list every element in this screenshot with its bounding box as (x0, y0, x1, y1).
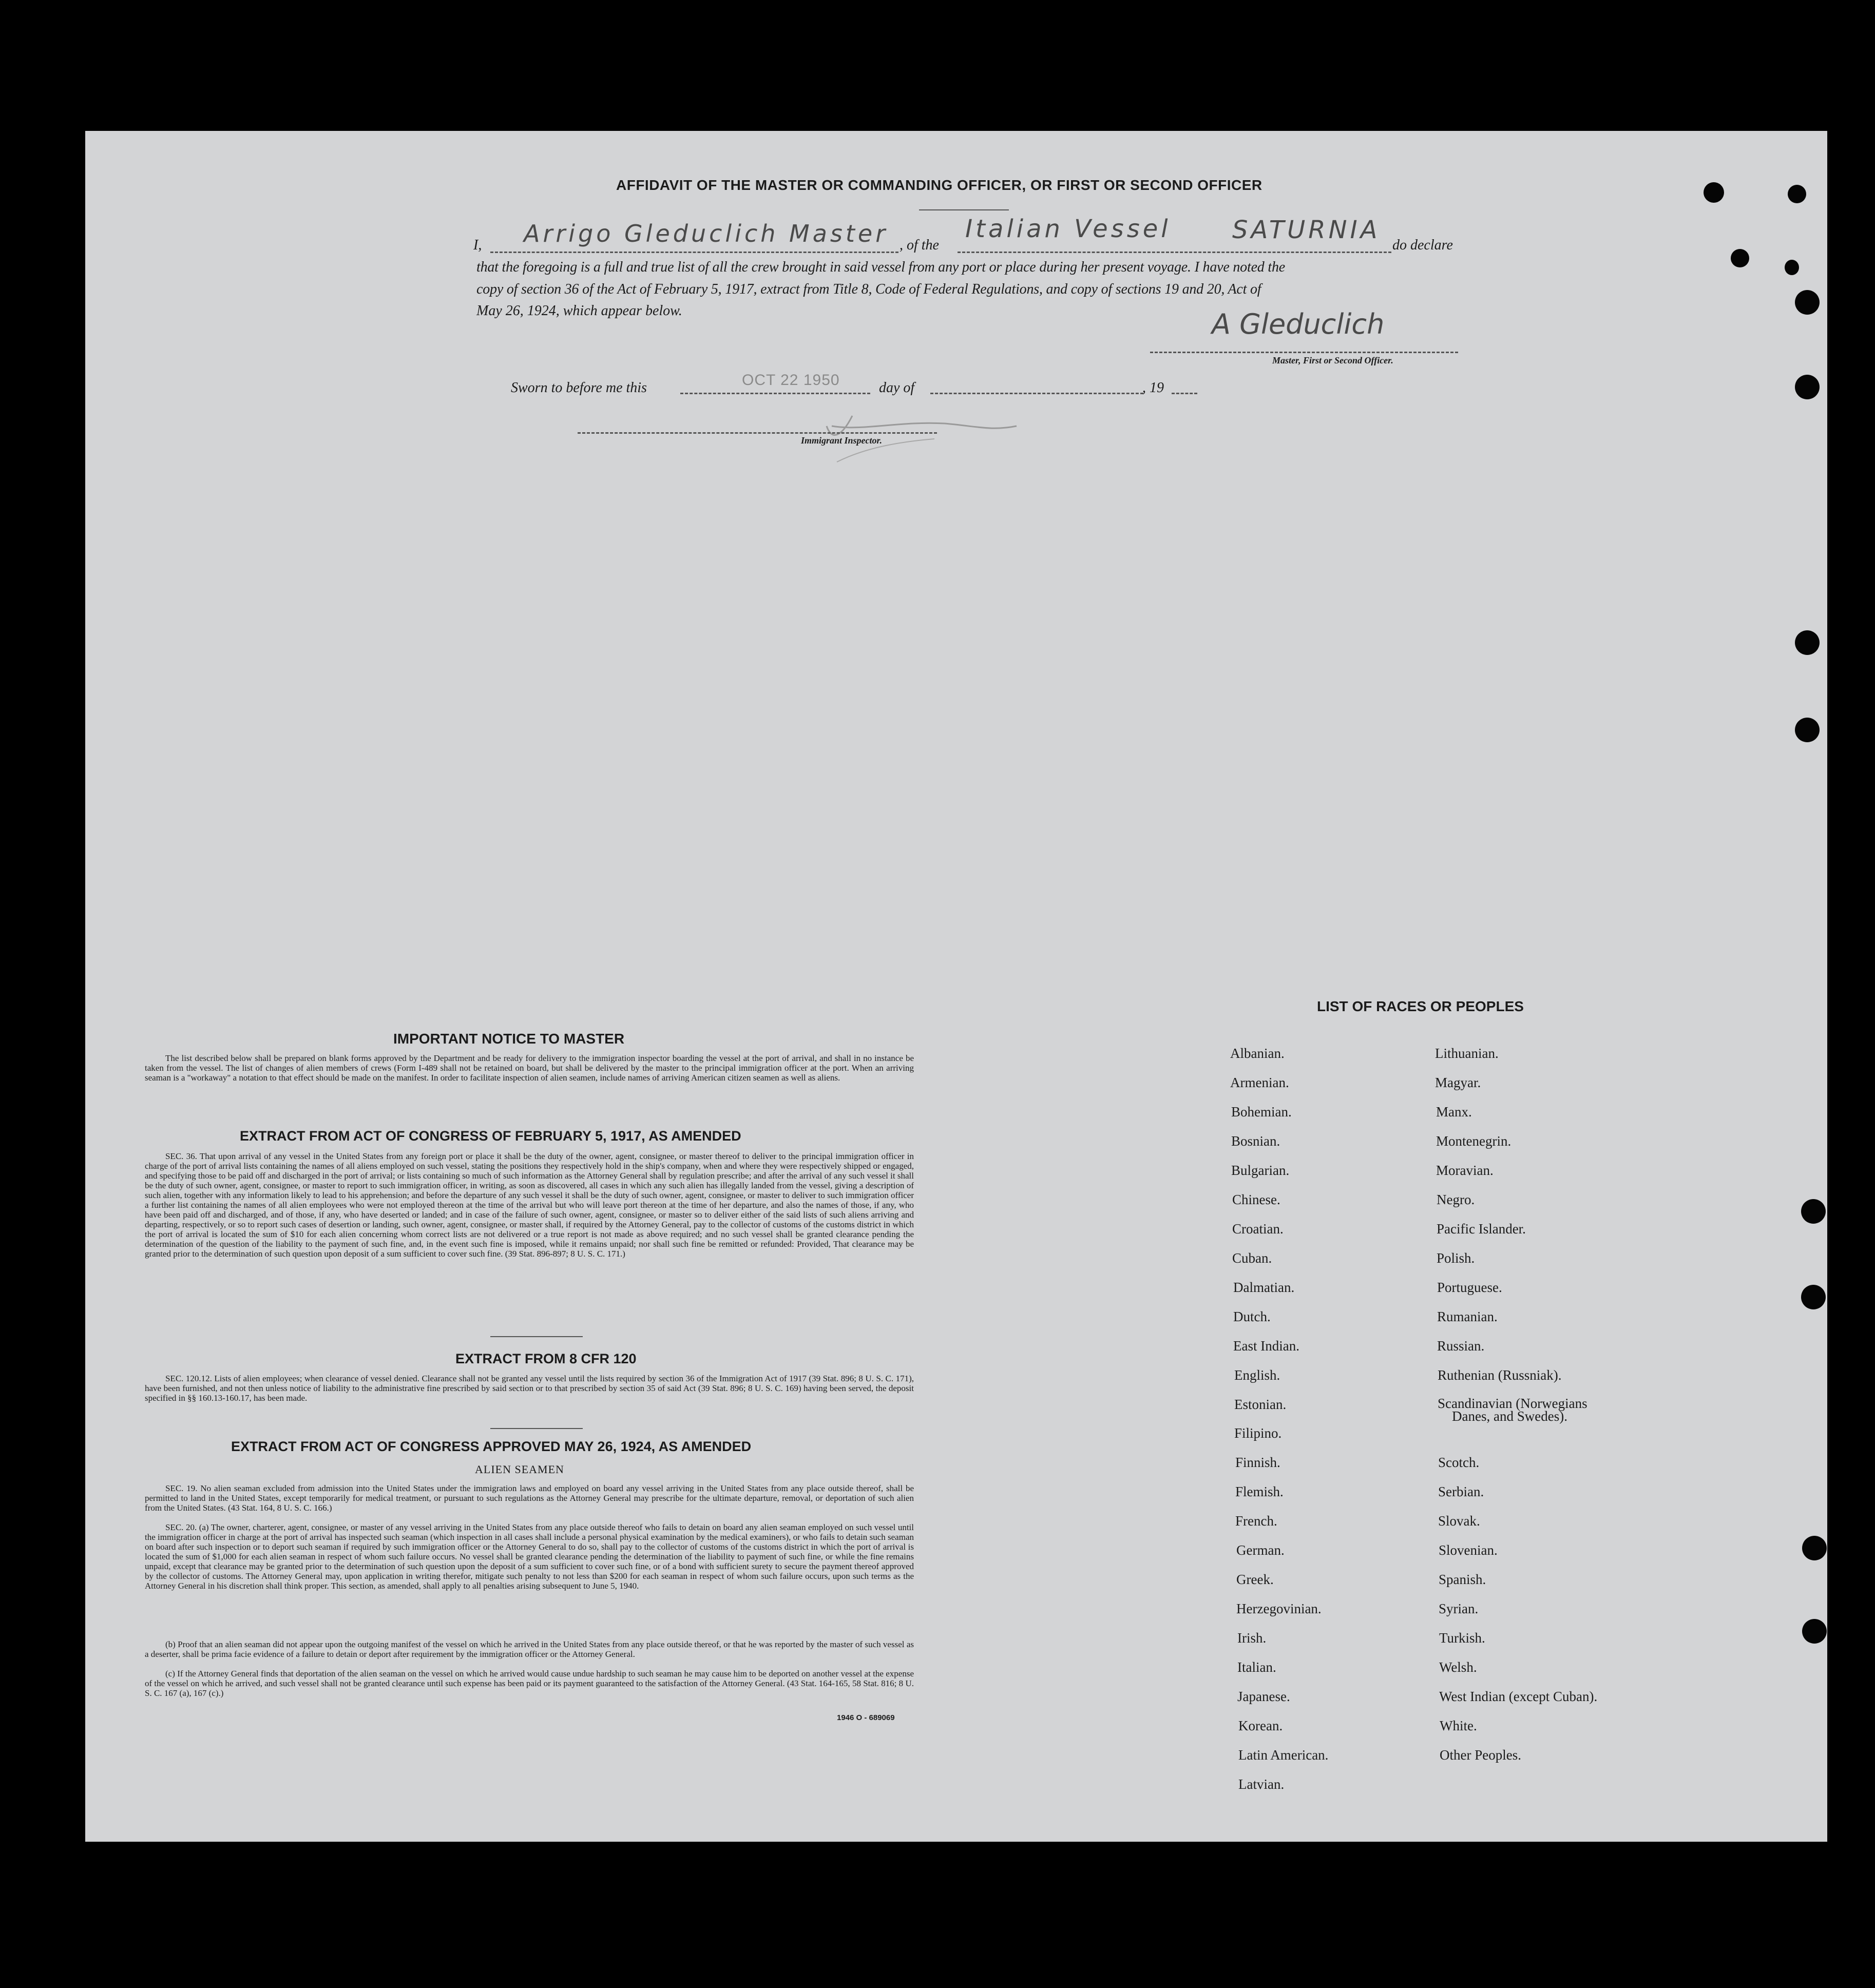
day-of-label: day of (879, 380, 915, 396)
of-the-label: , of the (900, 237, 939, 253)
race-item: Moravian. (1436, 1163, 1494, 1178)
race-item: Latvian. (1238, 1777, 1285, 1792)
race-item: Latin American. (1238, 1747, 1329, 1763)
extract-1924-sec20a: SEC. 20. (a) The owner, charterer, agent, consignee, or master of any vessel arriving in the United States from any place outside thereof who fails to detain on board any alien seaman employed on such vessel until the immigration officer in charge at the port of arrival has inspected such seaman (which inspection in all cases shall include a personal physical examination by the medical examiners), or who fails to detain such seaman on board after such inspection or to deport such seaman if required by such immigration officer or the Attorney General to do so, shall pay to the collector of customs of the customs district in which the port of arrival is located the sum of $1,000 for each alien seaman in respect of whom such failure occurs. No vessel shall be granted clearance pending the determination of the liability to payment of such fine, or while the fine remains unpaid, except that clearance may be granted prior to the determination of such question upon the deposit of a sum sufficient to cover such fine, or of a bond with sufficient surety to secure the payment thereof approved by the collector of customs. The Attorney General may, upon application in writing therefor, mitigate such penalty to not less than $200 for each seaman in respect of whom such failure occurs, upon such terms as the Attorney General in his discretion shall think proper. This section, as amended, shall apply to all penalties arising subsequent to June 5, 1940. (145, 1522, 914, 1591)
race-item: Finnish. (1235, 1455, 1280, 1470)
race-item: Herzegovinian. (1236, 1601, 1322, 1616)
race-item: Lithuanian. (1435, 1046, 1499, 1061)
race-item: Turkish. (1439, 1630, 1485, 1646)
master-signature: A Gleduclich (1212, 308, 1385, 340)
inspector-line (578, 432, 937, 434)
race-item: Chinese. (1232, 1192, 1280, 1207)
punch-hole (1802, 1536, 1827, 1560)
print-code: 1946 O - 689069 (837, 1713, 895, 1722)
race-item: Portuguese. (1437, 1280, 1502, 1295)
race-item: Pacific Islander. (1437, 1221, 1526, 1237)
race-item: Spanish. (1439, 1572, 1486, 1587)
notice-body: The list described below shall be prepared on blank forms approved by the Department and be ready for delivery to the immigration inspector boarding the vessel at the port of arrival, and shall in no instance be taken from the vessel. The list of changes of alien members of crews (Form I-489 shall not be retained on board, but shall be delivered by the master to the principal immigration officer at the port. When an arriving seaman is a "workaway" a notation to that effect should be made on the manifest. In order to facilitate inspection of alien seamen, include names of arriving American citizen seamen as well as aliens. (145, 1053, 914, 1083)
section-rule (490, 1428, 583, 1429)
race-item: Albanian. (1230, 1046, 1285, 1061)
punch-hole (1801, 1285, 1826, 1309)
race-item: Cuban. (1232, 1250, 1272, 1266)
race-item: Montenegrin. (1436, 1133, 1512, 1149)
race-item: Slovak. (1438, 1513, 1480, 1529)
vessel-line (958, 252, 1391, 253)
race-item: Italian. (1237, 1659, 1276, 1675)
race-item: Korean. (1238, 1718, 1283, 1733)
race-item: Bulgarian. (1231, 1163, 1290, 1178)
punch-hole (1795, 718, 1820, 742)
sworn-prefix: Sworn to before me this (511, 380, 647, 396)
race-item: Croatian. (1232, 1221, 1284, 1237)
race-item: Negro. (1437, 1192, 1475, 1207)
extract-1924-subtitle: ALIEN SEAMEN (475, 1463, 564, 1476)
race-item: Bosnian. (1231, 1133, 1280, 1149)
do-declare-label: do declare (1392, 237, 1453, 253)
punch-hole (1795, 630, 1820, 655)
vessel-handwriting: Italian Vessel (965, 215, 1171, 243)
month-line (930, 393, 1143, 394)
race-item: Dutch. (1233, 1309, 1271, 1324)
race-item: German. (1236, 1542, 1285, 1558)
ship-name-handwriting: SATURNIA (1232, 216, 1381, 244)
extract-1917-title: EXTRACT FROM ACT OF CONGRESS OF FEBRUARY 5, 1917, AS AMENDED (240, 1128, 741, 1144)
year-line (1172, 393, 1197, 394)
race-item: Dalmatian. (1233, 1280, 1295, 1295)
punch-hole (1731, 249, 1749, 267)
date-stamp: OCT 22 1950 (742, 372, 840, 389)
affidavit-line-2: that the foregoing is a full and true list of all the crew brought in said vessel from any port or place during her present voyage. I have noted the (476, 259, 1285, 275)
extract-1924-title: EXTRACT FROM ACT OF CONGRESS APPROVED MAY 26, 1924, AS AMENDED (231, 1439, 752, 1454)
race-item: Russian. (1437, 1338, 1485, 1354)
extract-1924-sec20c: (c) If the Attorney General finds that deportation of the alien seaman on the vessel on which he arrived would cause undue hardship to such seaman he may cause him to be deported on another vessel at the expense of the vessel on which he arrived, and such vessel shall not be granted clearance until such expense has been paid or its payment guaranteed to the satisfaction of the Attorney General. (43 Stat. 164-165, 58 Stat. 816; 8 U. S. C. 167 (a), 167 (c).) (145, 1669, 914, 1698)
affidavit-line-3: copy of section 36 of the Act of February 5, 1917, extract from Title 8, Code of Federal Regulations, and copy of sections 19 and 20, Act of (476, 281, 1261, 297)
section-rule (490, 1336, 583, 1337)
punch-hole (1788, 185, 1806, 203)
race-item: Flemish. (1235, 1484, 1284, 1499)
race-item: Serbian. (1438, 1484, 1484, 1499)
affidavit-line-4: May 26, 1924, which appear below. (476, 303, 682, 319)
cfr-body: SEC. 120.12. Lists of alien employees; when clearance of vessel denied. Clearance shall not be granted any vessel until the lists required by section 36 of the Immigration Act of 1917 (39 Stat. 896; 8 U. S. C. 171), have been furnished, and not then unless notice of liability to the administrative fine prescribed by said section or to that prescribed by section 35 of said Act (39 Stat. 896; 8 U. S. C. 169) having been served, the deposit specified in §§ 160.13-160.17, has been made. (145, 1374, 914, 1403)
races-title: LIST OF RACES OR PEOPLES (1317, 998, 1524, 1014)
master-name-handwriting: Arrigo Gleduclich Master (524, 220, 889, 247)
race-item: East Indian. (1233, 1338, 1299, 1354)
race-item: Japanese. (1237, 1689, 1290, 1704)
cfr-title: EXTRACT FROM 8 CFR 120 (455, 1351, 637, 1366)
punch-hole (1785, 260, 1799, 275)
punch-hole (1795, 375, 1820, 399)
punch-hole (1704, 182, 1724, 203)
race-item: Greek. (1236, 1572, 1274, 1587)
race-item: Armenian. (1230, 1075, 1289, 1090)
race-item: Bohemian. (1231, 1104, 1292, 1120)
race-item: Danes, and Swedes). (1452, 1408, 1567, 1424)
race-item: Manx. (1436, 1104, 1472, 1120)
race-item: Welsh. (1439, 1659, 1477, 1675)
race-item: West Indian (except Cuban). (1439, 1689, 1598, 1704)
notice-title: IMPORTANT NOTICE TO MASTER (393, 1031, 625, 1047)
race-item: White. (1440, 1718, 1477, 1733)
signature-caption: Master, First or Second Officer. (1272, 355, 1393, 365)
affidavit-prefix: I, (473, 237, 482, 253)
race-item: Estonian. (1234, 1397, 1287, 1412)
race-item: Slovenian. (1439, 1542, 1498, 1558)
race-item: English. (1234, 1367, 1280, 1383)
race-item: Syrian. (1439, 1601, 1479, 1616)
year-prefix: , 19 (1142, 380, 1164, 396)
inspector-caption: Immigrant Inspector. (801, 435, 883, 446)
race-item: French. (1235, 1513, 1277, 1529)
punch-hole (1795, 290, 1820, 315)
race-item: Rumanian. (1437, 1309, 1498, 1324)
race-item: Ruthenian (Russniak). (1438, 1367, 1562, 1383)
extract-1917-body: SEC. 36. That upon arrival of any vessel in the United States from any foreign port or place it shall be the duty of the owner, agent, consignee, or master thereof to deliver to the principal immigration officer in charge of the port of arrival lists containing the names of all aliens employed on such vessel, stating the positions they respectively hold in the ship's company, when and where they were respectively shipped or engaged, and specifying those to be paid off and discharged in the port of arrival; or lists containing so much of such information as the Attorney General shall by regulation prescribe; and after the arrival of any such vessel it shall be the duty of such owner, agent, consignee, or master to report to such immigration officer, in writing, as soon as discovered, all cases in which any such alien has illegally landed from the vessel, giving a description of such alien, together with any information likely to lead to his apprehension; and before the departure of any such vessel it shall be the duty of such owner, agent, consignee, or master to deliver to such immigration officer a further list containing the names of all alien employees who were not employed thereon at the time of the arrival but who will leave port thereon at the time of her departure, and also the names of those, if any, who have been paid off and discharged, and of those, if any, who have deserted or landed; and in case of the failure of such owner, agent, consignee, or master so to deliver either of the said lists of such aliens arriving and departing, respectively, or so to report such cases of desertion or landing, such owner, agent, consignee, or master shall, if required by the Attorney General, pay to the collector of customs of the customs district in which the port of arrival is located the sum of $10 for each alien concerning whom correct lists are not delivered or a true report is not made as above required; and no such vessel shall be granted clearance pending the determination of the question of the liability to the payment of such fine, and, in the event such fine is imposed, while it remains unpaid; nor shall such fine be remitted or refunded: Provided, That clearance may be granted prior to the determination of such question upon deposit of a sum sufficient to cover such fine. (39 Stat. 896-897; 8 U. S. C. 171.) (145, 1151, 914, 1259)
race-item: Scotch. (1438, 1455, 1480, 1470)
race-item: Filipino. (1234, 1425, 1282, 1441)
title-rule (919, 209, 1009, 210)
race-item: Other Peoples. (1440, 1747, 1521, 1763)
race-item: Irish. (1237, 1630, 1267, 1646)
affidavit-title: AFFIDAVIT OF THE MASTER OR COMMANDING OFFICER, OR FIRST OR SECOND OFFICER (616, 177, 1262, 193)
race-item: Scandinavian (Norwegians (1438, 1396, 1587, 1411)
signature-line (1150, 352, 1458, 353)
extract-1924-sec19: SEC. 19. No alien seaman excluded from admission into the United States under the immigration laws and employed on board any vessel arriving in the United States from any place outside thereof, shall be permitted to land in the United States, except temporarily for medical treatment, or pursuant to such regulations as the Attorney General may prescribe for the ultimate departure, removal, or deportation of such alien from the United States. (43 Stat. 164, 8 U. S. C. 166.) (145, 1483, 914, 1513)
punch-hole (1801, 1199, 1826, 1224)
race-item: Polish. (1437, 1250, 1475, 1266)
race-item: Magyar. (1435, 1075, 1481, 1090)
punch-hole (1802, 1619, 1827, 1644)
extract-1924-sec20b: (b) Proof that an alien seaman did not appear upon the outgoing manifest of the vessel on which he arrived in the United States from any place outside thereof, or that he was reported by the master of such vessel as a deserter, shall be prima facie evidence of a failure to detain or deport after requirement by the immigration officer or the Attorney General. (145, 1639, 914, 1659)
sworn-date-line (680, 393, 870, 394)
name-line (490, 252, 898, 253)
